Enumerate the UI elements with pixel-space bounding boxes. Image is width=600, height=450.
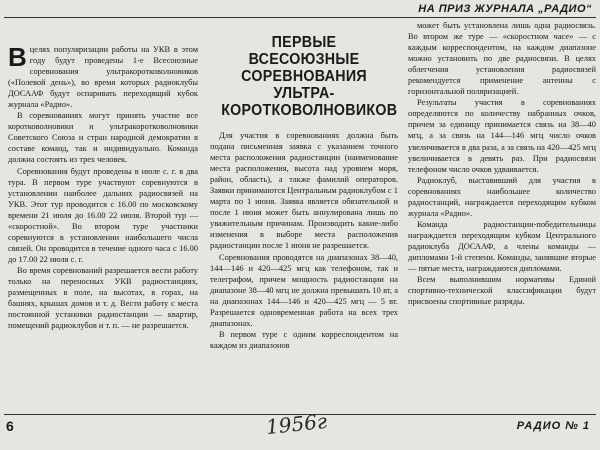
paragraph: Всем выполнившим нормативы Единой спортивно-технической классификации будут присвоены спортивные разряды.	[408, 275, 596, 307]
rubric-header: НА ПРИЗ ЖУРНАЛА „РАДИО“	[418, 3, 592, 15]
column-1	[8, 44, 198, 410]
paragraph: Радиоклуб, выставивший для участия в соревнованиях наибольшее количество радиостанций, награждается переходящим кубком журнала «Радио».	[408, 175, 596, 218]
paragraph: может быть установлена лишь одна радиосвязь. Во втором же туре — «скоростном часе» — с каждым корреспондентом, на каждом диапазоне можно установить по две радиосвязи. В целях облегчения установления радиосвязей рекомендуется применение антенны с горизонтальной поляризацией.	[408, 21, 596, 97]
paragraph: Для участия в соревнованиях должна быть подана письменная заявка с указанием точного места расположения радиостанции (наименование места расположения, высота над уровнем моря, район, область), а также фамилий операторов. Заявки принимаются Центральным радиоклубом с 1 марта по 1 июня. Заявка является обязательной и после 1 июня может быть аннулирована лишь по уважительным причинам. Производить какие-либо изменения в выборе места расположения радиостанции после 1 июня не разрешается.	[210, 131, 398, 251]
paragraph: Вцелях популяризации работы на УКВ в этом году будут проведены 1-е Всесоюзные соревнования ультракоротковолновиков («Полевой день»), во время которых радиоклубы ДОСААФ будут оспаривать переходящий кубок журнала «Радио».	[8, 44, 198, 110]
top-rule	[4, 17, 596, 18]
column-2	[210, 130, 398, 412]
article-title: ПЕРВЫЕ ВСЕСОЮЗНЫЕ СОРЕВНОВАНИЯ УЛЬТРА-КОРОТКОВОЛНОВИКОВ	[221, 34, 398, 119]
paragraph: Во время соревнований разрешается вести работу только на переносных УКВ радиостанциях, размещенных в поле, на высотах, в горах, на башнях, крышах домов и т. д. Вести работу с места постоянной установки радиостанции — квартир, помещений радиоклубов и т. п. — не разрешается.	[8, 265, 198, 331]
paragraph: В соревнованиях могут принять участие все коротковолновики и ультракоротковолновики Советского Союза и стран народной демократии в составе команд, так и индивидуально. Команда должна состоять из трех человек.	[8, 111, 198, 165]
handwritten-year: 1956г	[264, 408, 329, 440]
paragraph: Результаты участия в соревнованиях определяются по количеству набранных очков, причем за единицу принимается связь на 38—40 мгц, а за связь на 144—146 мгц число очков увеличивается в два раза, а за связь на 420—425 мгц увеличивается в девять раз. При радиосвязи телефоном число очков удваивается.	[408, 98, 596, 174]
paragraph: Соревнования будут проведены в июле с. г. в два тура. В первом туре участвуют соревнуются в установлении наиболее дальних радиосвязей на УКВ. Этот тур проводится с 16.00 по московскому времени 21 июля до 16.00 22 июля. Второй тур — «скоростной». Во втором туре участники соревнуются в установлении наибольшего числа связей. Он проводится в течение одного часа с 16.00 до 17.00 22 июля с. г.	[8, 166, 198, 264]
page-number: 6	[6, 418, 14, 434]
paragraph: Соревнования проводятся на диапазонах 38—40, 144—146 и 420—425 мгц как телефоном, так и телеграфом, причем мощность радиостанции на диапазоне 38—40 мгц не должна превышать 10 вт, а на диапазонах 144—146 и 420—425 мгц — 5 вт. Разрешается одновременная работа на всех трех диапазонах.	[210, 252, 398, 328]
drop-cap: В	[8, 44, 27, 72]
paragraph: В первом туре с одним корреспондентом на каждом из диапазонов	[210, 329, 398, 350]
magazine-issue: РАДИО № 1	[516, 420, 590, 432]
paragraph: Команда радиостанции-победительницы награждается переходящим кубком Центрального радиоклуба ДОСААФ, а члены команды — дипломами 1-й степени. Команды, занявшие вторые — пятые места, награждаются дипломами.	[408, 219, 596, 274]
column-3	[408, 20, 596, 412]
